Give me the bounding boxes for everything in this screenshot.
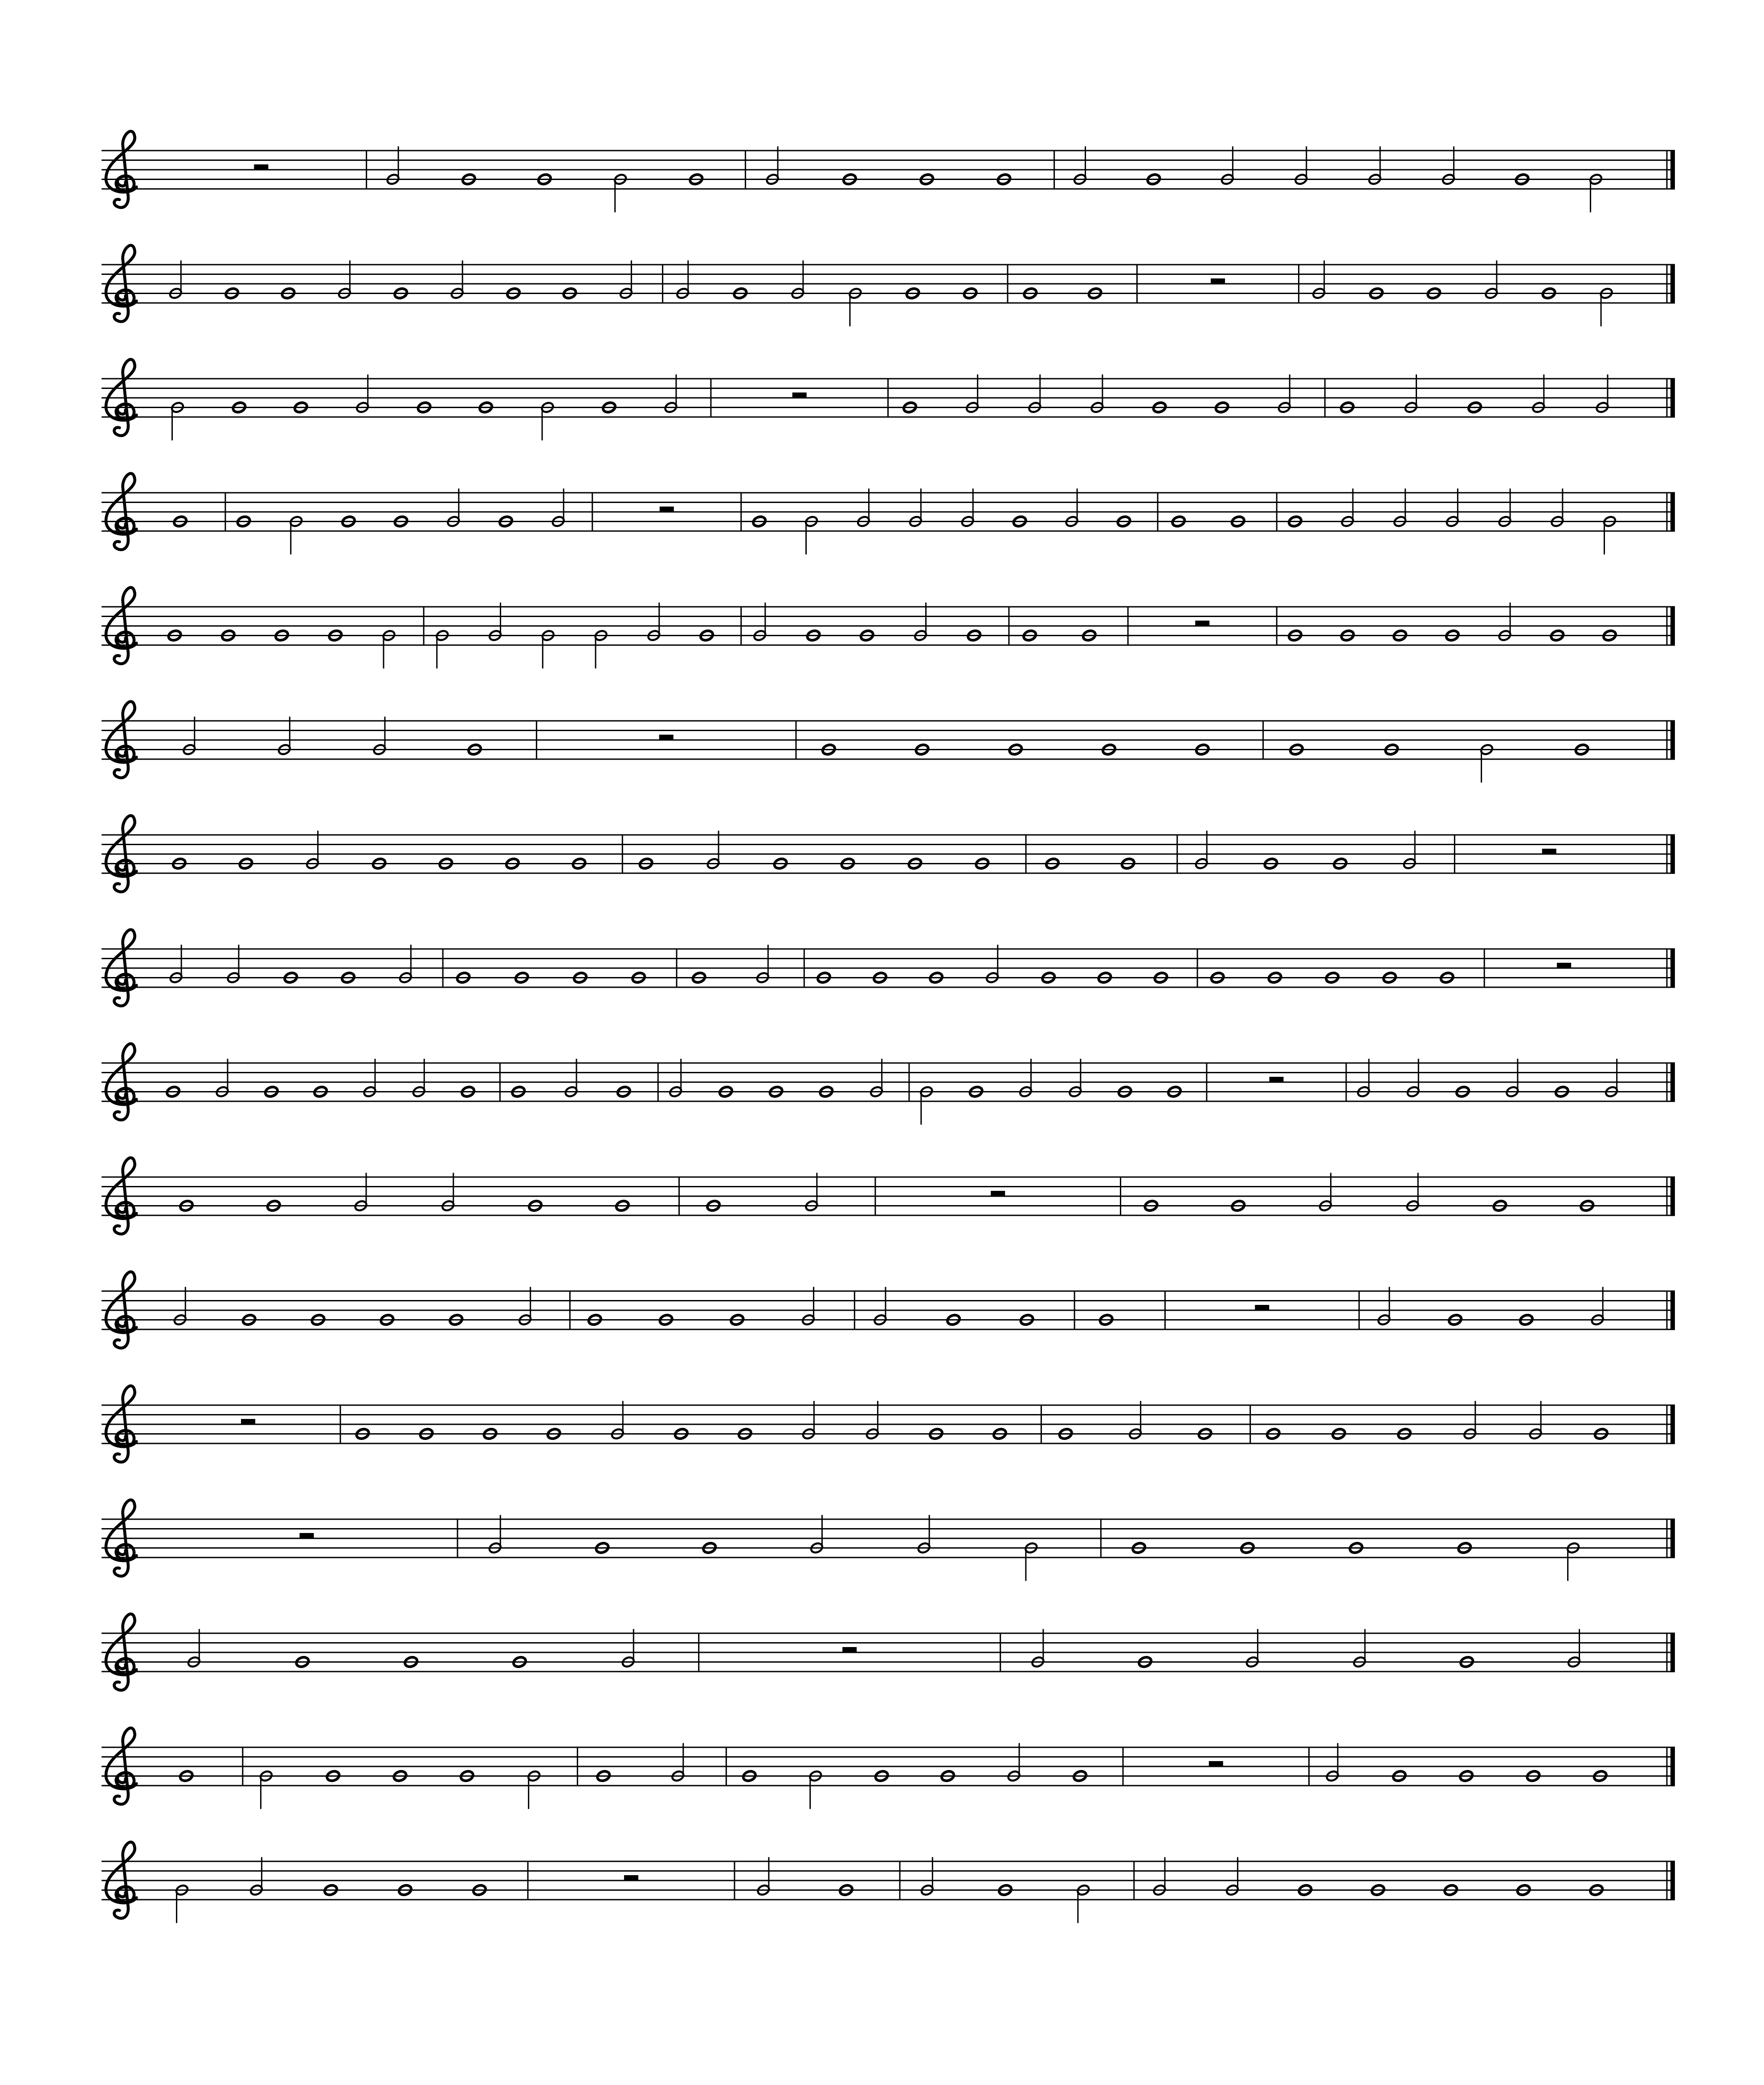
final-barline-thick xyxy=(1670,1177,1675,1215)
measure xyxy=(241,1419,255,1424)
final-barline-thick xyxy=(1670,265,1675,303)
final-barline-thick xyxy=(1670,1519,1675,1558)
final-barline-thick xyxy=(1670,721,1675,759)
final-barline-thick xyxy=(1670,379,1675,417)
half-rest xyxy=(792,392,807,398)
final-barline-thick xyxy=(1670,1747,1675,1786)
final-barline-thick xyxy=(1670,949,1675,987)
half-rest xyxy=(1211,278,1225,284)
half-rest xyxy=(1255,1305,1269,1310)
half-rest xyxy=(660,507,674,512)
half-rest xyxy=(254,164,268,170)
final-barline-thick xyxy=(1670,1861,1675,1900)
measure xyxy=(1195,621,1209,626)
measure xyxy=(1542,849,1556,854)
final-barline-thick xyxy=(1670,835,1675,873)
half-rest xyxy=(1557,963,1571,968)
final-barline-thick xyxy=(1670,1291,1675,1329)
final-barline-thick xyxy=(1670,1063,1675,1101)
final-barline-thick xyxy=(1670,1405,1675,1443)
measure xyxy=(842,1647,857,1652)
final-barline-thick xyxy=(1670,1633,1675,1672)
final-barline-thick xyxy=(1670,493,1675,531)
measure xyxy=(991,1191,1005,1196)
half-rest xyxy=(1269,1077,1283,1082)
measure xyxy=(792,392,807,398)
measure xyxy=(254,164,268,170)
measure xyxy=(300,1533,314,1538)
half-rest xyxy=(659,735,674,740)
half-rest xyxy=(624,1875,638,1881)
half-rest xyxy=(300,1533,314,1538)
half-rest xyxy=(1209,1761,1223,1766)
half-rest xyxy=(842,1647,857,1652)
measure xyxy=(624,1875,638,1881)
final-barline-thick xyxy=(1670,151,1675,189)
measure xyxy=(1255,1305,1269,1310)
measure xyxy=(659,735,674,740)
half-rest xyxy=(1542,849,1556,854)
measure xyxy=(1209,1761,1223,1766)
final-barline-thick xyxy=(1670,607,1675,645)
measure xyxy=(1269,1077,1283,1082)
measure xyxy=(1557,963,1571,968)
half-rest xyxy=(241,1419,255,1424)
measure xyxy=(1211,278,1225,284)
half-rest xyxy=(1195,621,1209,626)
half-rest xyxy=(991,1191,1005,1196)
measure xyxy=(660,507,674,512)
